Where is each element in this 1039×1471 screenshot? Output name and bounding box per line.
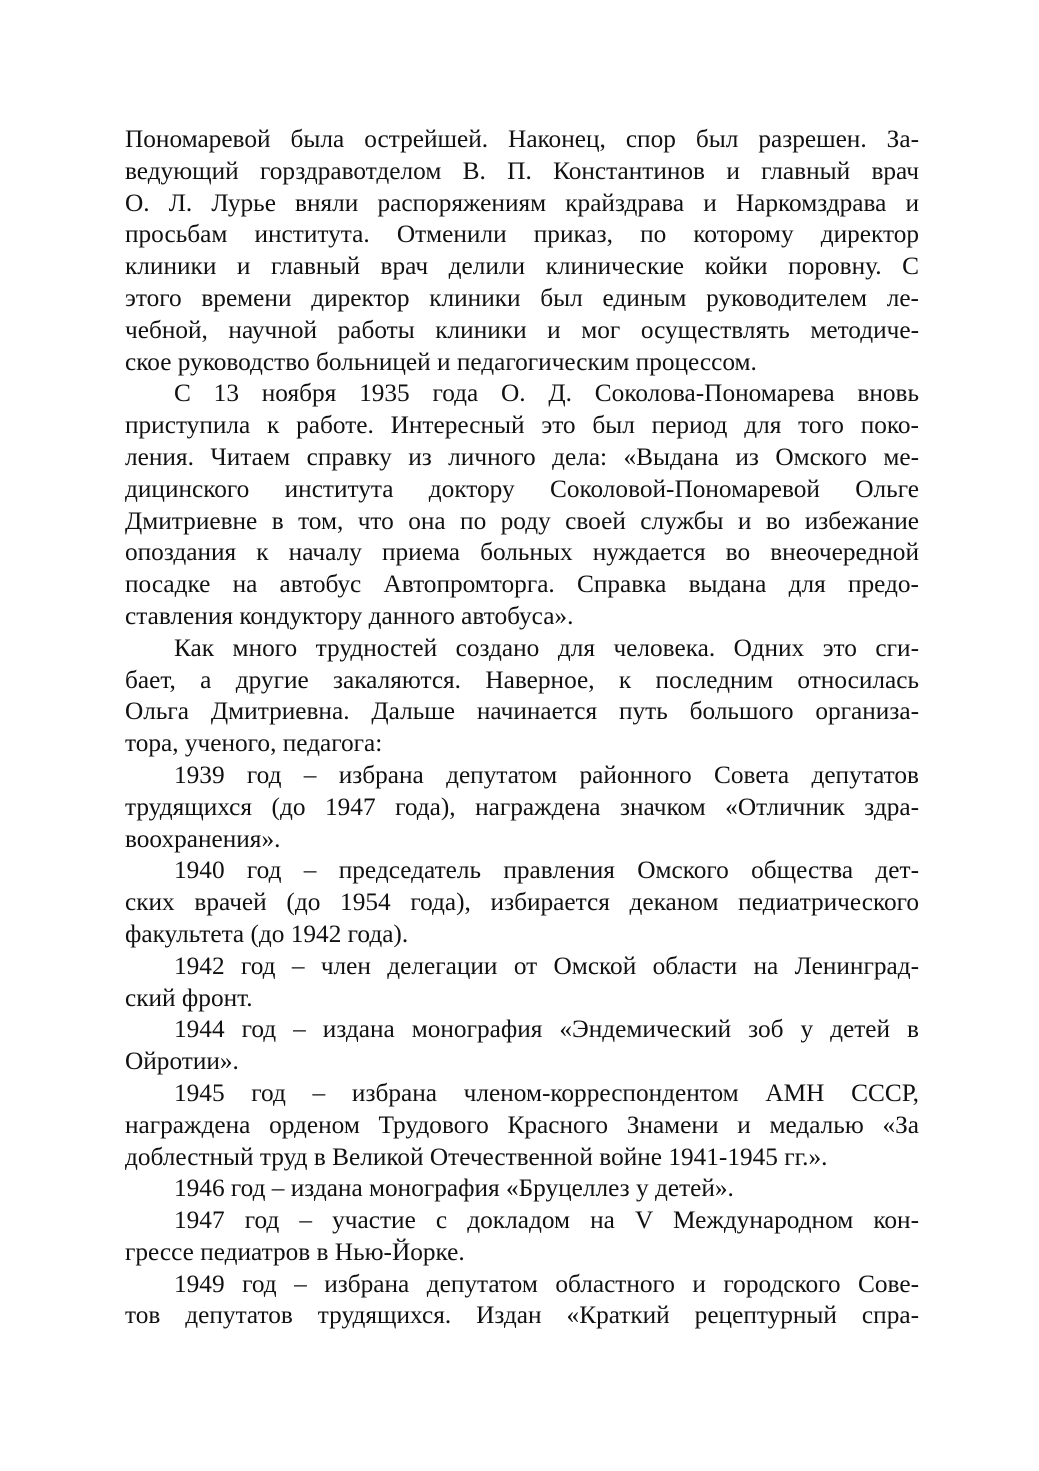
text-line: 1946 год – издана монография «Бруцеллез у детей». xyxy=(174,1174,734,1203)
text-line: 1949 год – избрана депутатом областного и городского Сове- xyxy=(174,1269,919,1298)
text-line: 1942 год – член делегации от Омской области на Ленинград- xyxy=(174,951,919,980)
paragraph xyxy=(125,378,919,632)
text-line: Пономаревой была острейшей. Наконец, спор был разрешен. За- xyxy=(125,125,919,153)
text-line: трудящихся (до 1947 года), награждена значком «Отличник здра- xyxy=(125,792,919,821)
text-line: воохранения». xyxy=(125,824,281,853)
text-line: дицинского института доктору Соколовой-Пономаревой Ольге xyxy=(125,474,919,503)
paragraph xyxy=(125,1269,919,1333)
text-line: ления. Читаем справку из личного дела: «Выдана из Омского ме- xyxy=(125,442,919,471)
text-line: бает, а другие закаляются. Наверное, к последним относилась xyxy=(125,665,919,694)
text-line: ское руководство больницей и педагогическим процессом. xyxy=(125,347,757,376)
paragraph xyxy=(125,1078,919,1173)
text-line: 1939 год – избрана депутатом районного Совета депутатов xyxy=(174,760,919,789)
paragraph xyxy=(125,951,919,1015)
text-line: факультета (до 1942 года). xyxy=(125,919,409,948)
paragraph xyxy=(125,760,919,855)
text-line: тов депутатов трудящихся. Издан «Краткий рецептурный спра- xyxy=(125,1301,919,1330)
paragraph xyxy=(125,1205,919,1269)
text-line: Как много трудностей создано для человека. Одних это сги- xyxy=(174,633,919,662)
text-line: грессе педиатров в Нью-Йорке. xyxy=(125,1237,465,1266)
text-line: 1945 год – избрана членом-корреспондентом АМН СССР, xyxy=(174,1078,919,1107)
text-line: тора, ученого, педагога: xyxy=(125,729,383,758)
text-line: Дмитриевне в том, что она по роду своей службы и во избежание xyxy=(125,506,919,535)
text-line: О. Л. Лурье вняли распоряжениям крайздрава и Наркомздрава и xyxy=(125,188,919,217)
text-line: посадке на автобус Автопромторга. Справка выдана для предо- xyxy=(125,570,919,599)
text-line: 1947 год – участие с докладом на V Международном кон- xyxy=(174,1206,919,1235)
paragraph xyxy=(125,1173,919,1205)
text-line: доблестный труд в Великой Отечественной войне 1941-1945 гг.». xyxy=(125,1142,828,1171)
paragraph xyxy=(125,633,919,760)
paragraph xyxy=(125,1014,919,1078)
text-line: награждена орденом Трудового Красного Знамени и медалью «За xyxy=(125,1110,919,1139)
text-line: приступила к работе. Интересный это был период для того поко- xyxy=(125,411,919,440)
text-line: ских врачей (до 1954 года), избирается деканом педиатрического xyxy=(125,888,919,917)
paragraph xyxy=(125,124,919,378)
body-text xyxy=(125,124,919,1332)
text-line: этого времени директор клиники был единым руководителем ле- xyxy=(125,283,919,312)
text-line: ставления кондуктору данного автобуса». xyxy=(125,601,574,630)
text-line: С 13 ноября 1935 года О. Д. Соколова-Пономарева вновь xyxy=(174,379,919,408)
text-line: чебной, научной работы клиники и мог осуществлять методиче- xyxy=(125,315,919,344)
text-line: просьбам института. Отменили приказ, по которому директор xyxy=(125,220,919,249)
text-line: ский фронт. xyxy=(125,983,253,1012)
text-line: Ойротии». xyxy=(125,1047,239,1076)
text-line: ведующий горздравотделом В. П. Константинов и главный врач xyxy=(125,156,919,185)
paragraph xyxy=(125,855,919,950)
text-line: клиники и главный врач делили клинические койки поровну. С xyxy=(125,252,919,281)
text-line: 1944 год – издана монография «Эндемический зоб у детей в xyxy=(174,1015,919,1044)
text-line: опоздания к началу приема больных нуждается во внеочередной xyxy=(125,538,919,567)
text-line: 1940 год – председатель правления Омского общества дет- xyxy=(174,856,919,885)
text-line: Ольга Дмитриевна. Дальше начинается путь большого организа- xyxy=(125,697,919,726)
